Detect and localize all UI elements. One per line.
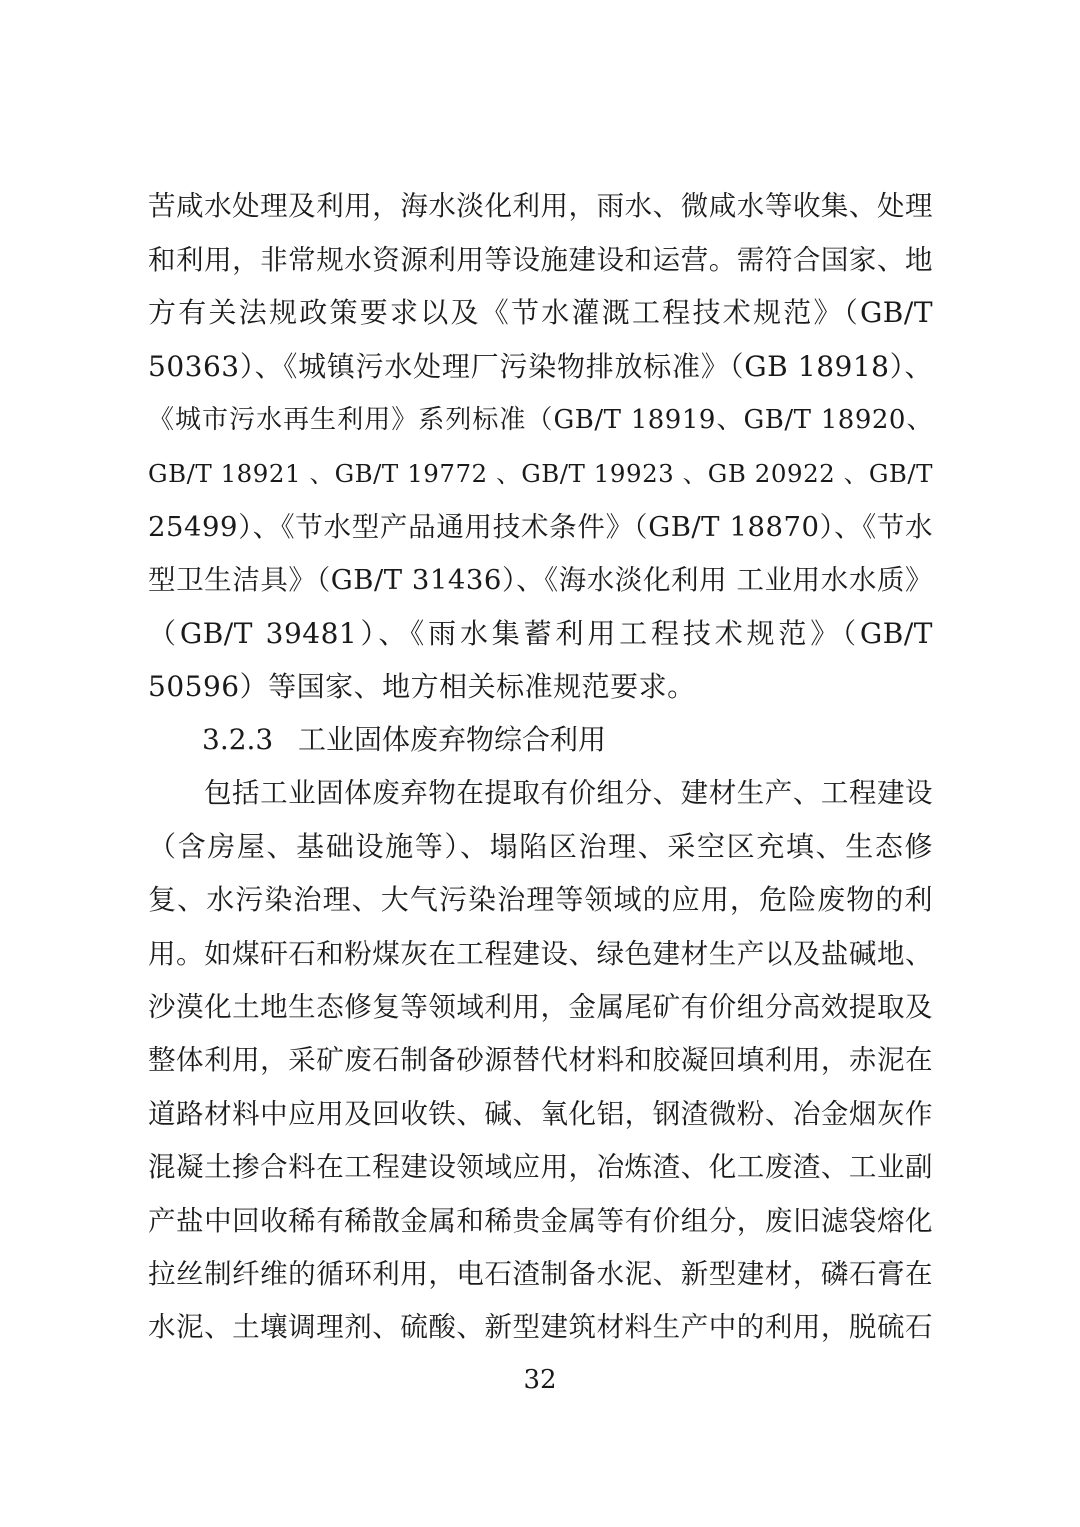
- text-line: GB/T 18921 、GB/T 19772 、GB/T 19923 、GB 20922 、GB/T: [148, 459, 933, 488]
- text-line: 混凝土掺合料在工程建设领域应用，冶炼渣、化工废渣、工业副: [148, 1151, 933, 1183]
- text-line: 包括工业固体废弃物在提取有价组分、建材生产、工程建设: [204, 777, 933, 809]
- text-line: （含房屋、基础设施等）、塌陷区治理、采空区充填、生态修: [148, 830, 933, 863]
- section-heading: [202, 720, 606, 760]
- text-line: 复、水污染治理、大气污染治理等领域的应用，危险废物的利: [148, 883, 933, 916]
- text-line: 25499）、《节水型产品通用技术条件》（GB/T 18870）、《节水: [148, 511, 933, 543]
- section-title: 工业固体废弃物综合利用: [298, 723, 607, 756]
- text-line: 拉丝制纤维的循环利用，电石渣制备水泥、新型建材，磷石膏在: [148, 1258, 933, 1290]
- text-line: 产盐中回收稀有稀散金属和稀贵金属等有价组分，废旧滤袋熔化: [148, 1205, 933, 1237]
- text-line: 道路材料中应用及回收铁、碱、氧化铝，钢渣微粉、冶金烟灰作: [148, 1098, 933, 1130]
- text-line: 水泥、土壤调理剂、硫酸、新型建筑材料生产中的利用，脱硫石: [148, 1311, 933, 1343]
- text-line: 整体利用，采矿废石制备砂源替代材料和胶凝回填利用，赤泥在: [148, 1044, 933, 1076]
- text-line: 沙漠化土地生态修复等领域利用，金属尾矿有价组分高效提取及: [148, 991, 933, 1023]
- text-line: （GB/T 39481）、《雨水集蓄利用工程技术规范》（GB/T: [148, 617, 933, 650]
- text-line: 和利用，非常规水资源利用等设施建设和运营。需符合国家、地: [148, 244, 933, 276]
- text-line: 50363）、《城镇污水处理厂污染物排放标准》（GB 18918）、: [148, 350, 933, 383]
- text-line: 方有关法规政策要求以及《节水灌溉工程技术规范》（GB/T: [148, 296, 933, 329]
- text-line: 用。如煤矸石和粉煤灰在工程建设、绿色建材生产以及盐碱地、: [148, 938, 933, 970]
- text-line: 苦咸水处理及利用，海水淡化利用，雨水、微咸水等收集、处理: [148, 190, 933, 222]
- section-number: 3.2.3: [202, 723, 274, 756]
- text-line: 型卫生洁具》（GB/T 31436）、《海水淡化利用 工业用水水质》: [148, 564, 933, 596]
- page-number: 32: [523, 1365, 557, 1395]
- text-line: 《城市污水再生利用》系列标准（GB/T 18919、GB/T 18920、: [148, 405, 933, 435]
- text-line: 50596）等国家、地方相关标准规范要求。: [148, 670, 696, 703]
